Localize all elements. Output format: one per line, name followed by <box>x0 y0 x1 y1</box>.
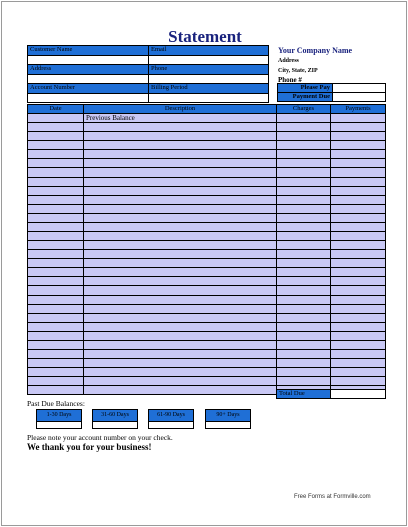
description-cell[interactable] <box>84 250 277 259</box>
description-cell[interactable] <box>84 277 277 286</box>
footer-credit: Free Forms at Formville.com <box>294 494 371 500</box>
email-label: Email <box>149 46 269 56</box>
description-cell[interactable] <box>84 386 277 395</box>
charges-cell[interactable] <box>277 259 331 268</box>
payments-cell[interactable] <box>331 159 386 168</box>
payments-cell[interactable] <box>331 268 386 277</box>
table-row <box>28 340 386 349</box>
table-row <box>28 150 386 159</box>
description-cell[interactable] <box>84 359 277 368</box>
customer-info-grid <box>27 45 269 103</box>
company-name: Your Company Name <box>278 46 353 55</box>
description-cell[interactable] <box>84 186 277 195</box>
company-phone: Phone # <box>278 76 302 84</box>
charges-cell[interactable] <box>277 177 331 186</box>
table-row <box>28 132 386 141</box>
company-city-state-zip: City, State, ZIP <box>278 68 318 74</box>
payments-cell[interactable] <box>331 340 386 349</box>
table-row <box>28 331 386 340</box>
payments-cell[interactable] <box>331 350 386 359</box>
table-row <box>28 186 386 195</box>
payment-due-label: Payment Due <box>278 93 333 102</box>
thank-you-message: We thank you for your business! <box>27 442 152 452</box>
date-cell[interactable] <box>28 350 84 359</box>
charges-cell[interactable] <box>277 141 331 150</box>
payments-cell[interactable] <box>331 204 386 213</box>
table-row <box>28 322 386 331</box>
table-row <box>28 250 386 259</box>
charges-cell[interactable] <box>277 195 331 204</box>
description-cell[interactable] <box>84 141 277 150</box>
account-number-field[interactable] <box>28 93 149 103</box>
payments-cell[interactable] <box>331 123 386 132</box>
payments-cell[interactable] <box>331 232 386 241</box>
date-cell[interactable] <box>28 232 84 241</box>
description-cell[interactable] <box>84 204 277 213</box>
aging-31-60-label: 31-60 Days <box>92 409 138 422</box>
charges-cell[interactable] <box>277 377 331 386</box>
charges-cell[interactable] <box>277 250 331 259</box>
table-row <box>28 295 386 304</box>
payments-cell[interactable] <box>331 277 386 286</box>
please-pay-field[interactable] <box>333 84 386 93</box>
address-field[interactable] <box>28 74 149 84</box>
charges-cell[interactable] <box>277 150 331 159</box>
payments-cell[interactable] <box>331 359 386 368</box>
aging-90-plus-field[interactable] <box>205 422 251 429</box>
payments-cell[interactable] <box>331 295 386 304</box>
charges-cell[interactable] <box>277 213 331 222</box>
date-cell[interactable] <box>28 204 84 213</box>
date-cell[interactable] <box>28 259 84 268</box>
description-cell[interactable] <box>84 331 277 340</box>
description-cell[interactable] <box>84 168 277 177</box>
table-row <box>28 213 386 222</box>
ledger-body <box>28 114 386 395</box>
charges-cell[interactable] <box>277 340 331 349</box>
charges-cell[interactable] <box>277 277 331 286</box>
date-cell[interactable] <box>28 268 84 277</box>
email-field[interactable] <box>149 55 269 65</box>
table-row <box>28 159 386 168</box>
description-cell[interactable] <box>84 350 277 359</box>
charges-cell[interactable] <box>277 313 331 322</box>
payments-cell[interactable] <box>331 195 386 204</box>
charges-cell[interactable] <box>277 368 331 377</box>
payments-cell[interactable] <box>331 213 386 222</box>
date-cell[interactable] <box>28 241 84 250</box>
page-title: Statement <box>168 27 242 46</box>
payments-cell[interactable] <box>331 141 386 150</box>
charges-cell[interactable] <box>277 168 331 177</box>
table-row <box>28 286 386 295</box>
payments-cell[interactable] <box>331 322 386 331</box>
table-row <box>28 377 386 386</box>
date-cell[interactable] <box>28 277 84 286</box>
description-cell[interactable] <box>84 295 277 304</box>
description-cell[interactable] <box>84 268 277 277</box>
description-cell[interactable] <box>84 132 277 141</box>
table-row <box>28 123 386 132</box>
charges-cell[interactable] <box>277 222 331 231</box>
table-row <box>28 304 386 313</box>
description-cell[interactable] <box>84 286 277 295</box>
charges-cell[interactable] <box>277 241 331 250</box>
payments-cell[interactable] <box>331 241 386 250</box>
company-address: Address <box>278 58 299 64</box>
total-due-field[interactable] <box>331 390 386 399</box>
payments-cell[interactable] <box>331 222 386 231</box>
date-cell[interactable] <box>28 331 84 340</box>
charges-cell[interactable] <box>277 304 331 313</box>
charges-cell[interactable] <box>277 204 331 213</box>
payments-cell[interactable] <box>331 331 386 340</box>
charges-cell[interactable] <box>277 132 331 141</box>
ledger-table <box>27 104 386 395</box>
date-cell[interactable] <box>28 295 84 304</box>
date-cell[interactable] <box>28 377 84 386</box>
aging-61-90-label: 61-90 Days <box>148 409 194 422</box>
charges-cell[interactable] <box>277 186 331 195</box>
date-cell[interactable] <box>28 322 84 331</box>
payments-cell[interactable] <box>331 150 386 159</box>
payments-cell[interactable] <box>331 186 386 195</box>
payments-cell[interactable] <box>331 132 386 141</box>
account-note: Please note your account number on your check. <box>27 433 173 442</box>
description-cell[interactable] <box>84 177 277 186</box>
date-cell[interactable] <box>28 132 84 141</box>
date-cell[interactable] <box>28 114 84 123</box>
aging-90-plus-label: 90+ Days <box>205 409 251 422</box>
charges-cell[interactable] <box>277 331 331 340</box>
charges-cell[interactable] <box>277 268 331 277</box>
date-cell[interactable] <box>28 368 84 377</box>
date-cell[interactable] <box>28 168 84 177</box>
payments-cell[interactable] <box>331 286 386 295</box>
payments-cell[interactable] <box>331 168 386 177</box>
description-cell[interactable] <box>84 340 277 349</box>
date-cell[interactable] <box>28 213 84 222</box>
description-cell[interactable] <box>84 259 277 268</box>
description-cell[interactable] <box>84 377 277 386</box>
table-row <box>28 268 386 277</box>
description-cell[interactable] <box>84 159 277 168</box>
date-cell[interactable] <box>28 186 84 195</box>
aging-1-30-field[interactable] <box>36 422 82 429</box>
date-cell[interactable] <box>28 195 84 204</box>
charges-cell[interactable] <box>277 322 331 331</box>
table-row <box>28 241 386 250</box>
date-cell[interactable] <box>28 123 84 132</box>
payments-cell[interactable] <box>331 377 386 386</box>
billing-period-field[interactable] <box>149 93 269 103</box>
date-cell[interactable] <box>28 386 84 395</box>
account-number-label: Account Number <box>28 84 149 94</box>
description-cell[interactable] <box>84 241 277 250</box>
phone-label: Phone <box>149 65 269 75</box>
description-cell[interactable] <box>84 195 277 204</box>
charges-cell[interactable] <box>277 232 331 241</box>
date-cell[interactable] <box>28 359 84 368</box>
date-cell[interactable] <box>28 313 84 322</box>
charges-cell[interactable] <box>277 359 331 368</box>
aging-1-30-label: 1-30 Days <box>36 409 82 422</box>
column-header-payments: Payments <box>331 105 386 114</box>
table-row <box>28 277 386 286</box>
date-cell[interactable] <box>28 177 84 186</box>
table-row <box>28 195 386 204</box>
date-cell[interactable] <box>28 141 84 150</box>
aging-31-60-field[interactable] <box>92 422 138 429</box>
table-row <box>28 259 386 268</box>
charges-cell[interactable] <box>277 114 331 123</box>
charges-cell[interactable] <box>277 123 331 132</box>
description-cell[interactable] <box>84 213 277 222</box>
table-row <box>28 232 386 241</box>
table-row <box>28 141 386 150</box>
company-block <box>278 45 388 85</box>
payments-cell[interactable] <box>331 259 386 268</box>
payments-cell[interactable] <box>331 177 386 186</box>
charges-cell[interactable] <box>277 286 331 295</box>
please-pay-label: Please Pay <box>278 84 333 93</box>
billing-period-label: Billing Period <box>149 84 269 94</box>
column-header-charges: Charges <box>277 105 331 114</box>
payment-due-field[interactable] <box>333 93 386 102</box>
charges-cell[interactable] <box>277 295 331 304</box>
address-label: Address <box>28 65 149 75</box>
aging-61-90-field[interactable] <box>148 422 194 429</box>
charges-cell[interactable] <box>277 159 331 168</box>
description-cell[interactable] <box>84 368 277 377</box>
table-row <box>28 222 386 231</box>
description-cell[interactable] <box>84 304 277 313</box>
past-due-label: Past Due Balances: <box>27 399 85 408</box>
date-cell[interactable] <box>28 340 84 349</box>
date-cell[interactable] <box>28 159 84 168</box>
charges-cell[interactable] <box>277 350 331 359</box>
table-row <box>28 368 386 377</box>
description-cell[interactable]: Previous Balance <box>84 114 277 123</box>
statement-page <box>1 1 407 526</box>
total-due-label: Total Due <box>277 390 331 399</box>
date-cell[interactable] <box>28 250 84 259</box>
table-row <box>28 350 386 359</box>
description-cell[interactable] <box>84 123 277 132</box>
column-header-description: Description <box>84 105 277 114</box>
table-row <box>28 177 386 186</box>
description-cell[interactable] <box>84 222 277 231</box>
table-row <box>28 168 386 177</box>
customer-name-field[interactable] <box>28 55 149 65</box>
date-cell[interactable] <box>28 304 84 313</box>
description-cell[interactable] <box>84 150 277 159</box>
description-cell[interactable] <box>84 322 277 331</box>
date-cell[interactable] <box>28 286 84 295</box>
description-cell[interactable] <box>84 313 277 322</box>
payment-box <box>277 83 386 102</box>
payments-cell[interactable] <box>331 304 386 313</box>
total-due-row <box>276 389 386 399</box>
phone-field[interactable] <box>149 74 269 84</box>
payments-cell[interactable] <box>331 368 386 377</box>
table-row <box>28 114 386 123</box>
customer-name-label: Customer Name <box>28 46 149 56</box>
date-cell[interactable] <box>28 222 84 231</box>
payments-cell[interactable] <box>331 250 386 259</box>
payments-cell[interactable] <box>331 114 386 123</box>
date-cell[interactable] <box>28 150 84 159</box>
payments-cell[interactable] <box>331 313 386 322</box>
table-row <box>28 359 386 368</box>
table-row <box>28 204 386 213</box>
description-cell[interactable] <box>84 232 277 241</box>
table-row <box>28 313 386 322</box>
column-header-date: Date <box>28 105 84 114</box>
